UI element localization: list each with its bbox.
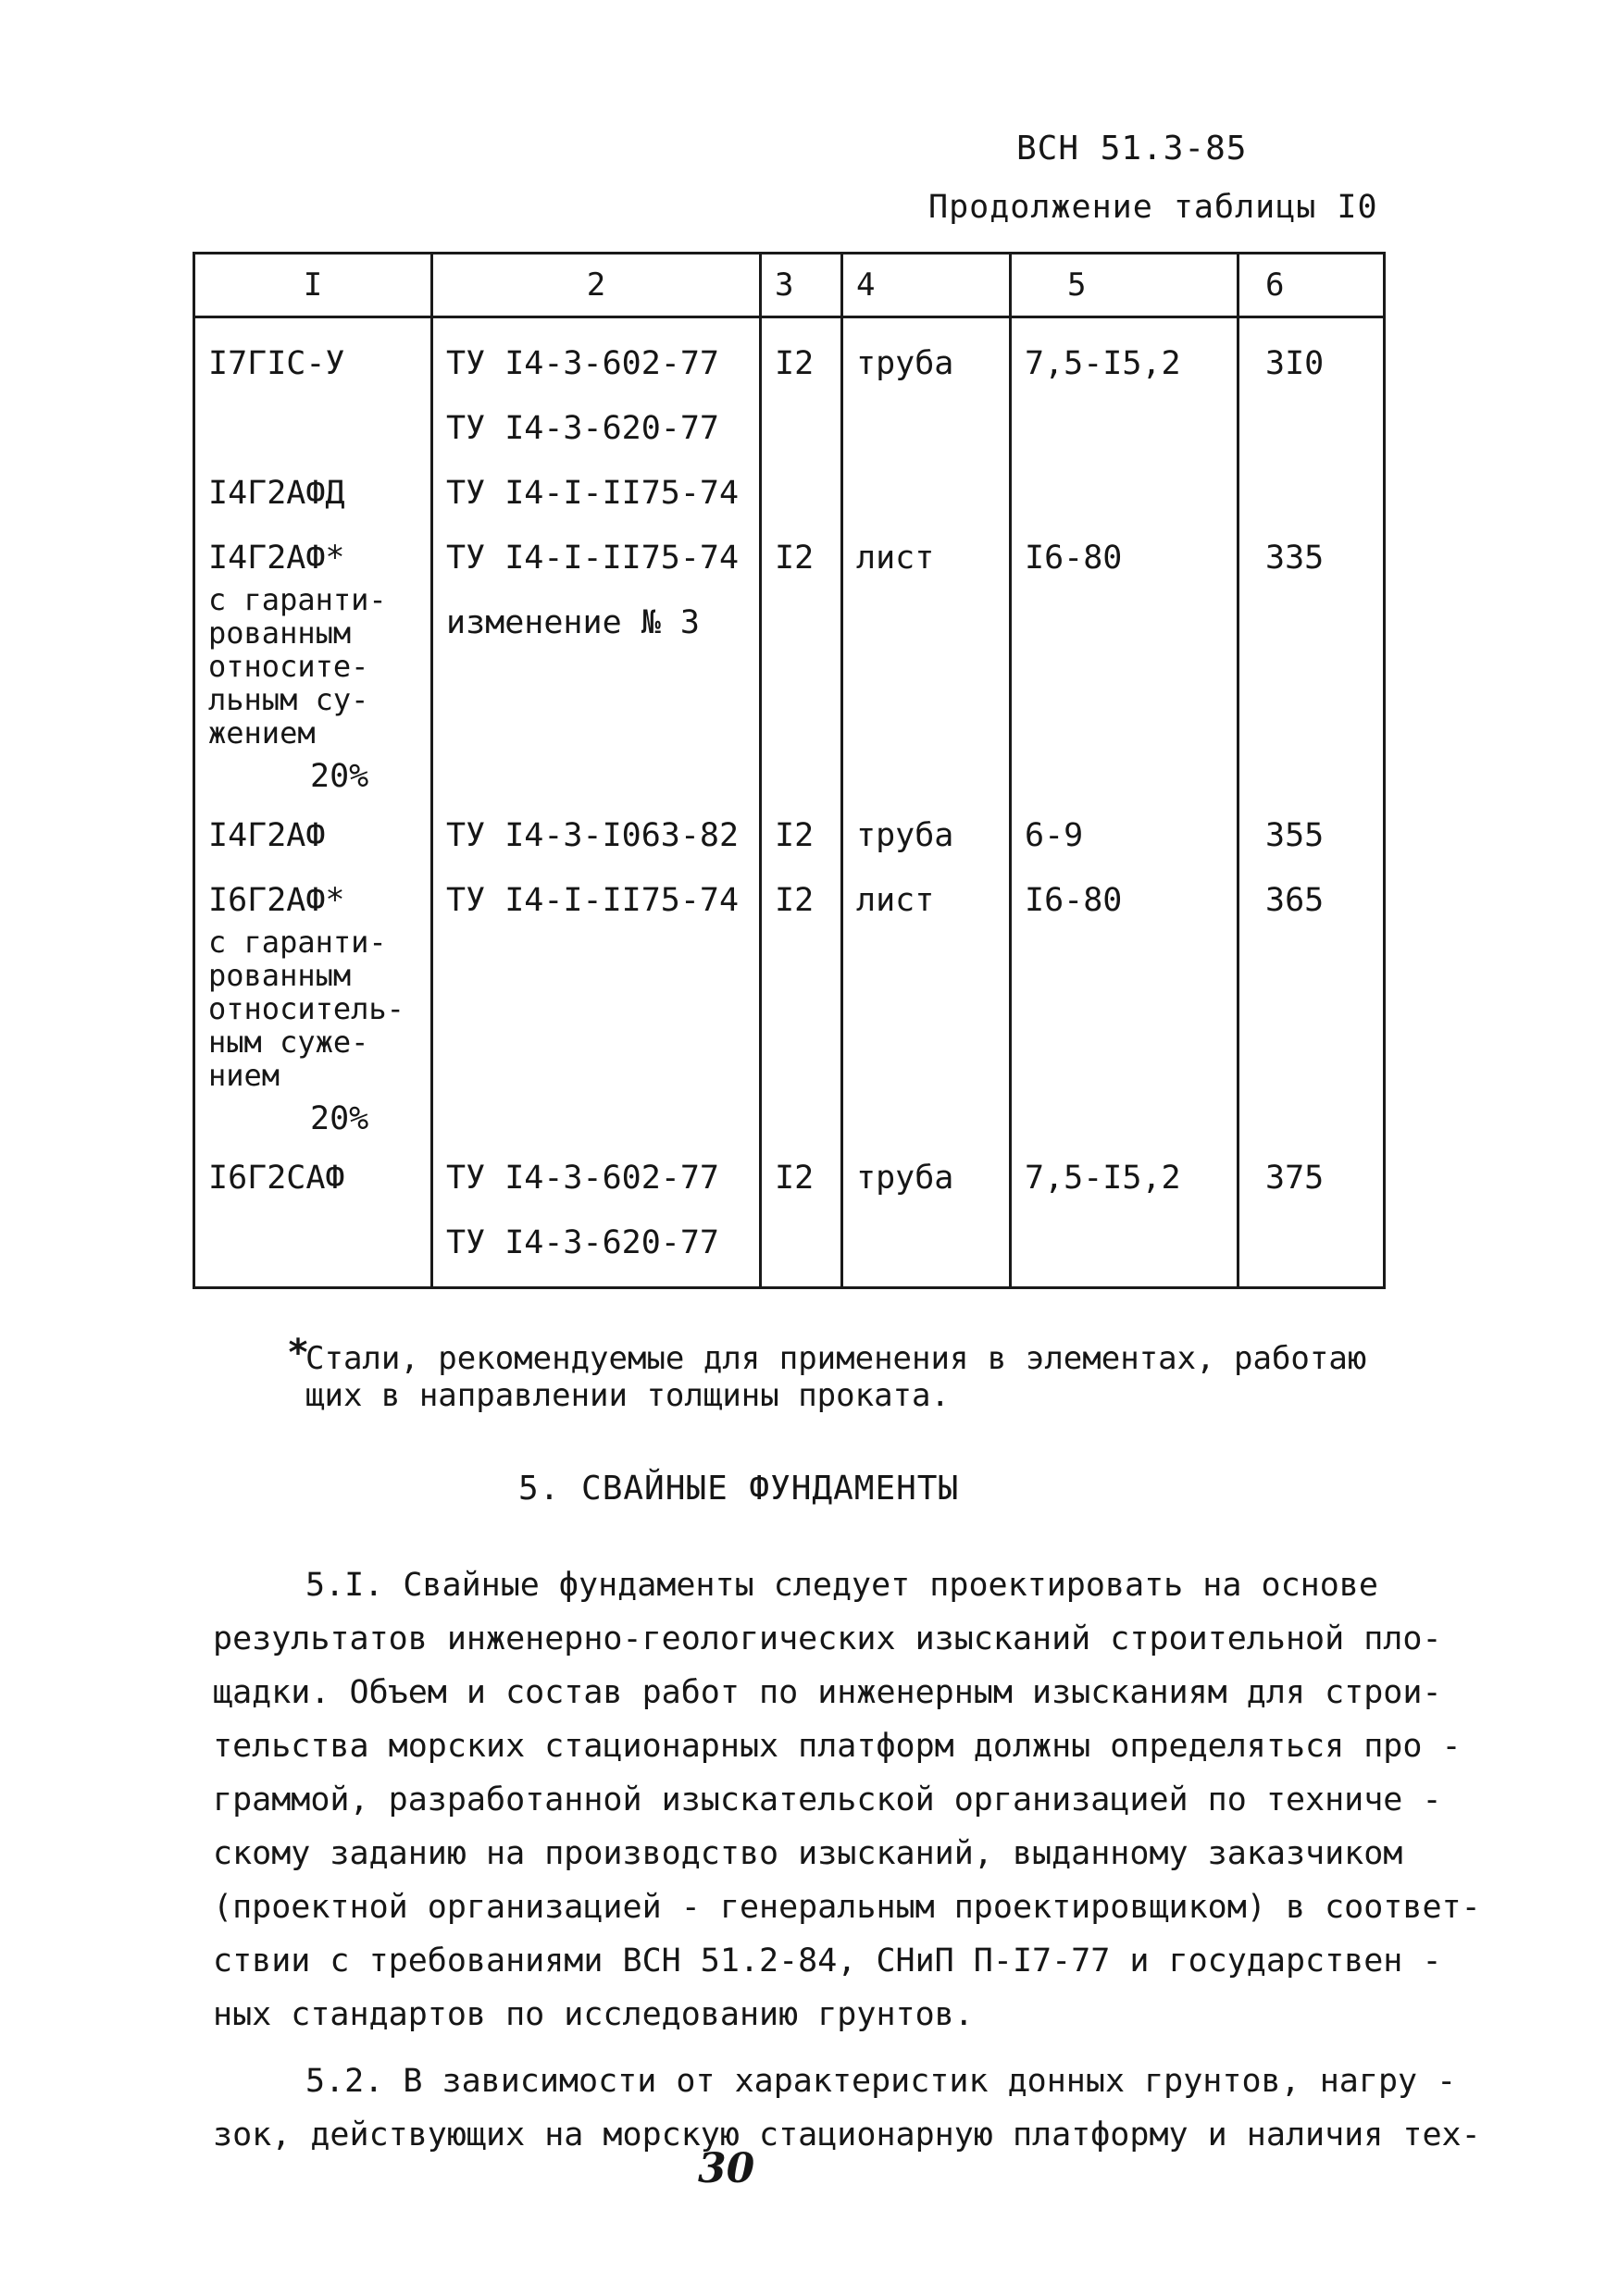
steel-grade-name: I6Г2САФ <box>208 1160 345 1197</box>
table-continuation-label: Продолжение таблицы I0 <box>928 189 1378 226</box>
specification-line: ТУ I4-3-602-77 <box>446 1160 720 1197</box>
specification-line: ТУ I4-I-II75-74 <box>446 475 740 512</box>
table-row <box>194 803 1385 868</box>
paragraph-line: зок, действующих на морскую стационарную платформу и наличия тех- <box>213 2116 1481 2153</box>
strength-cell: 375 <box>1238 1146 1385 1288</box>
column-header: 3 <box>761 254 842 317</box>
page-number: 30 <box>698 2145 755 2192</box>
steel-grade-cell <box>194 461 432 526</box>
steel-grade-name: I4Г2АФД <box>208 475 345 512</box>
thickness-cell: 7,5-I5,2 <box>1011 317 1238 462</box>
group-cell: I2 <box>761 1146 842 1288</box>
steel-grade-description: с гаранти- рованным относите- льным су- жением <box>208 582 387 751</box>
steel-grade-name: I4Г2АФ <box>208 817 326 854</box>
product-type-cell: лист <box>842 526 1011 803</box>
table-row <box>194 461 1385 526</box>
group-cell: I2 <box>761 803 842 868</box>
product-type-cell: труба <box>842 317 1011 462</box>
section-heading: 5. СВАЙНЫЕ ФУНДАМЕНТЫ <box>518 1470 960 1508</box>
product-type-cell: лист <box>842 868 1011 1146</box>
steel-grade-note: 20% <box>310 1100 369 1137</box>
paragraph-line: щадки. Объем и состав работ по инженерным изысканиям для строи- <box>213 1674 1442 1711</box>
specification-line: ТУ I4-3-I063-82 <box>446 817 740 854</box>
strength-cell: 355 <box>1238 803 1385 868</box>
specification-cell <box>432 526 761 803</box>
document-code: ВСН 51.3-85 <box>1016 130 1248 168</box>
table-row <box>194 1146 1385 1288</box>
thickness-cell: I6-80 <box>1011 526 1238 803</box>
group-cell: I2 <box>761 868 842 1146</box>
steel-grade-cell <box>194 803 432 868</box>
table-row <box>194 526 1385 803</box>
thickness-cell: 7,5-I5,2 <box>1011 1146 1238 1288</box>
steel-grade-name: I4Г2АФ* <box>208 540 345 577</box>
paragraph-line: результатов инженерно-геологических изысканий строительной пло- <box>213 1620 1442 1657</box>
paragraph-line: ных стандартов по исследованию грунтов. <box>213 1996 974 2033</box>
strength-cell: 365 <box>1238 868 1385 1146</box>
footnote-line: Стали, рекомендуемые для применения в элементах, работаю <box>305 1340 1367 1377</box>
specification-line: ТУ I4-I-II75-74 <box>446 882 740 919</box>
strength-cell: 3I0 <box>1238 317 1385 462</box>
specification-cell <box>432 461 761 526</box>
steel-grades-table <box>193 252 1386 1289</box>
specification-line: ТУ I4-3-620-77 <box>446 1224 720 1261</box>
steel-grade-description: с гаранти- рованным относитель- ным суже- нием <box>208 925 404 1093</box>
specification-cell <box>432 317 761 462</box>
group-cell: I2 <box>761 317 842 462</box>
table-row <box>194 868 1385 1146</box>
specification-cell <box>432 868 761 1146</box>
footnote-line: щих в направлении толщины проката. <box>305 1377 950 1414</box>
product-type-cell: труба <box>842 803 1011 868</box>
table-header-row <box>194 254 1385 317</box>
thickness-cell <box>1011 461 1238 526</box>
table-row <box>194 317 1385 462</box>
specification-line: ТУ I4-I-II75-74 <box>446 540 740 577</box>
specification-line: ТУ I4-3-620-77 <box>446 410 720 447</box>
strength-cell: 335 <box>1238 526 1385 803</box>
specification-line: ТУ I4-3-602-77 <box>446 345 720 382</box>
column-header: 4 <box>842 254 1011 317</box>
thickness-cell: I6-80 <box>1011 868 1238 1146</box>
column-header: 5 <box>1011 254 1238 317</box>
footnote-mark: * <box>287 1332 310 1374</box>
steel-grade-cell <box>194 317 432 462</box>
footnote <box>287 1332 1453 1414</box>
paragraph-line: 5.I. Свайные фундаменты следует проектировать на основе <box>305 1567 1378 1604</box>
group-cell: I2 <box>761 526 842 803</box>
paragraph-line: тельства морских стационарных платформ должны определяться про - <box>213 1728 1462 1765</box>
paragraph-line: скому заданию на производство изысканий, выданному заказчиком <box>213 1835 1403 1872</box>
table-body <box>194 317 1385 1288</box>
column-header: 6 <box>1238 254 1385 317</box>
paragraph-line: граммой, разработанной изыскательской организацией по техниче - <box>213 1781 1442 1818</box>
product-type-cell: труба <box>842 1146 1011 1288</box>
column-header: 2 <box>432 254 761 317</box>
steel-grade-cell <box>194 868 432 1146</box>
specification-cell <box>432 803 761 868</box>
steel-grade-cell <box>194 1146 432 1288</box>
specification-line: изменение № 3 <box>446 604 700 641</box>
steel-grade-name: I7ГIС-У <box>208 345 345 382</box>
paragraph-line: ствии с требованиями ВСН 51.2-84, СНиП П-I7-77 и государствен - <box>213 1942 1442 1980</box>
steel-grade-cell <box>194 526 432 803</box>
column-header: I <box>194 254 432 317</box>
paragraph-line: (проектной организацией - генеральным проектировщиком) в соответ- <box>213 1889 1481 1926</box>
steel-grade-name: I6Г2АФ* <box>208 882 345 919</box>
paragraph-line: 5.2. В зависимости от характеристик донных грунтов, нагру - <box>305 2063 1457 2100</box>
strength-cell <box>1238 461 1385 526</box>
product-type-cell <box>842 461 1011 526</box>
group-cell <box>761 461 842 526</box>
thickness-cell: 6-9 <box>1011 803 1238 868</box>
specification-cell <box>432 1146 761 1288</box>
steel-grade-note: 20% <box>310 758 369 795</box>
body-paragraphs <box>213 1558 1490 2162</box>
